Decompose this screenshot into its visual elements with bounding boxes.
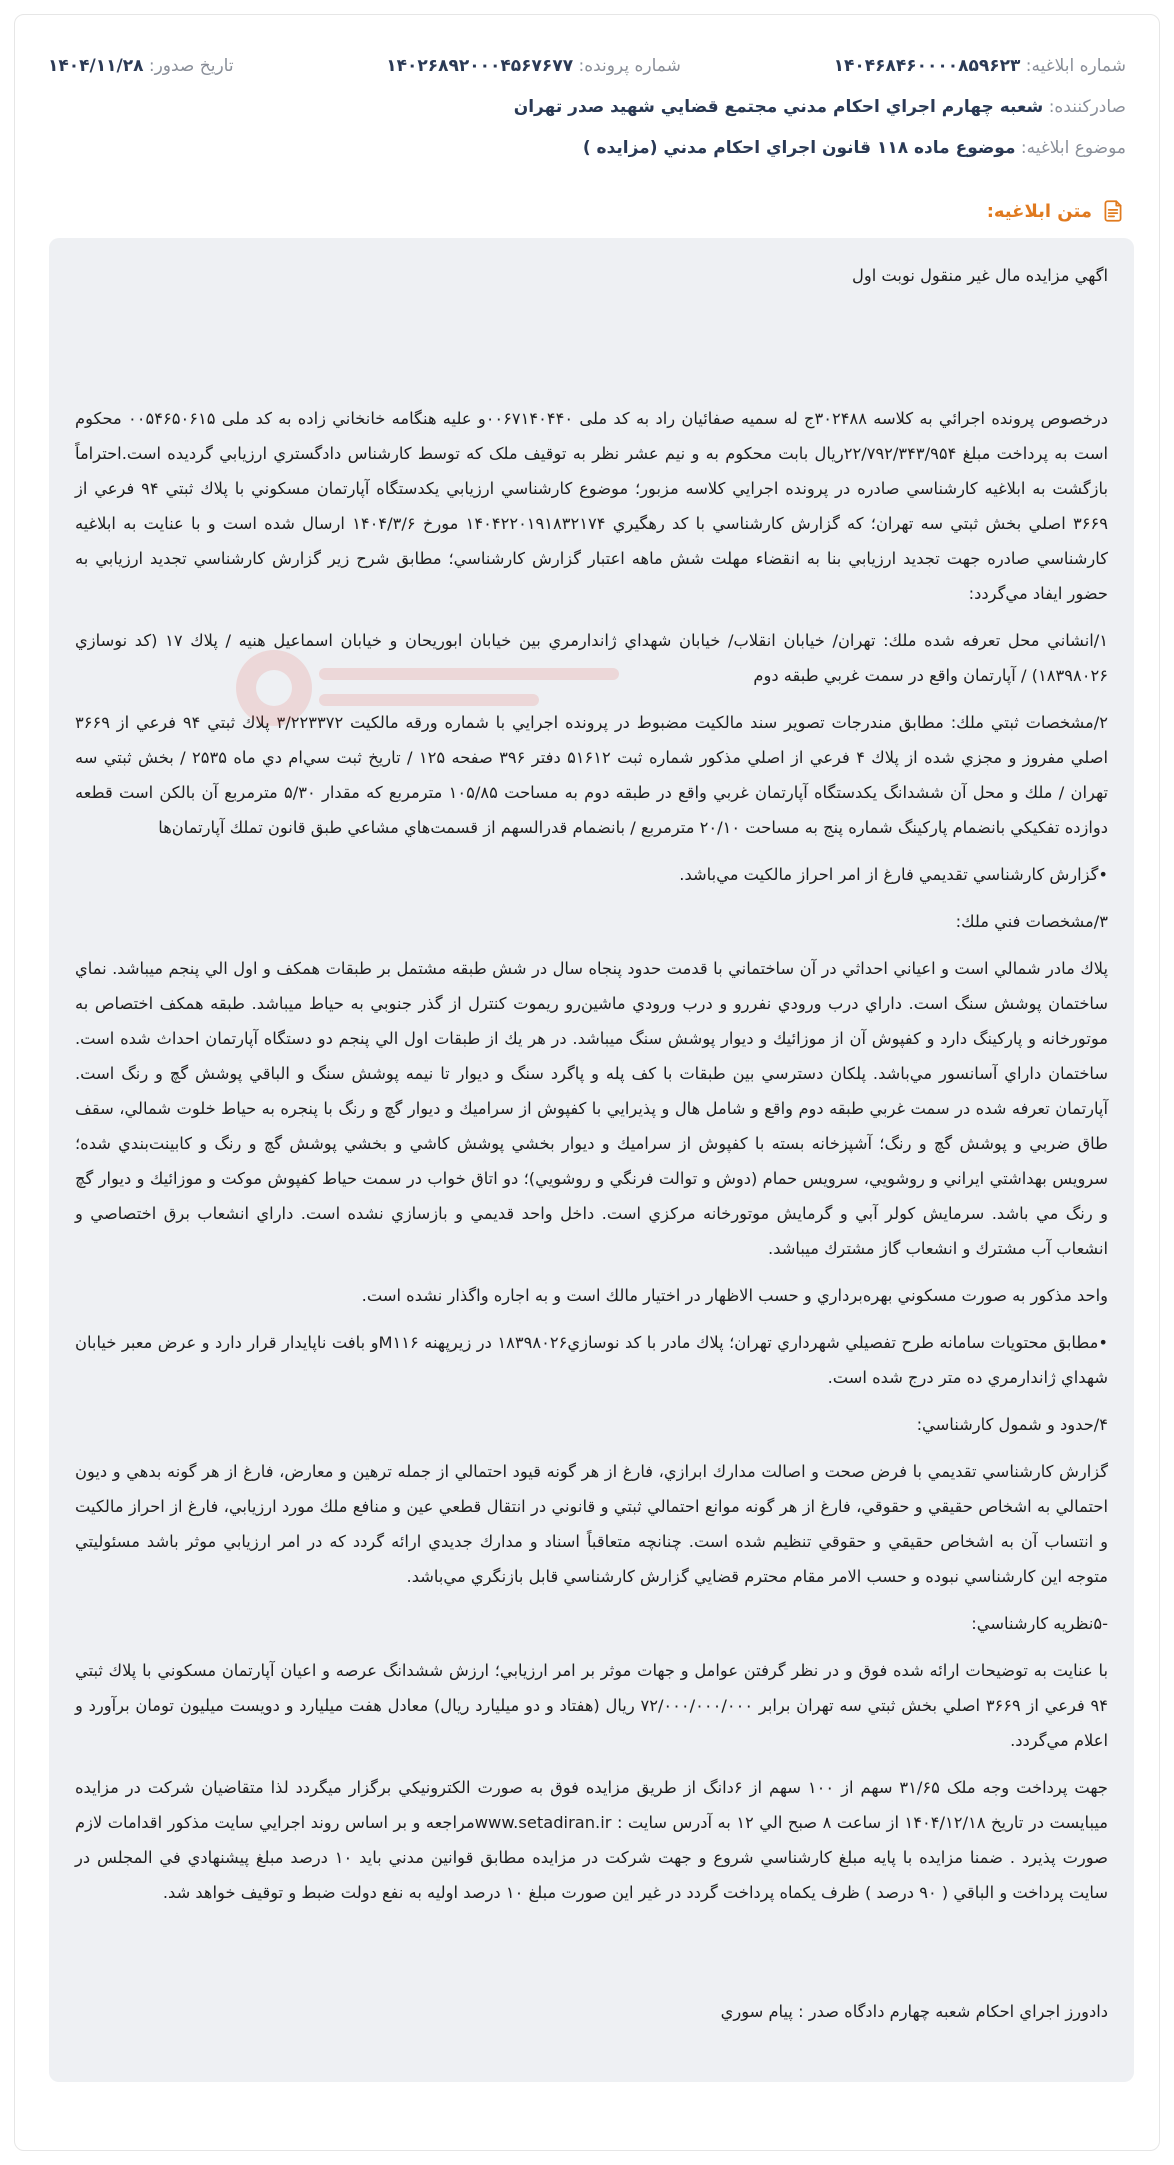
paragraph-scope: گزارش كارشناسي تقديمي با فرض صحت و اصالت مدارك ابرازي، فارغ از هر گونه قيود احتمالي از جمله ترهين و معارض، فارغ از هر گونه بدهي و ديون احتمالي به اشخاص حقيقي و حقوقي، فارغ از هر گونه موانع احتمالي ثبتي و قانوني در انتقال قطعي عين و منافع ملك مورد ارزيابي، فارغ از احراز مالكيت و انتساب آن به اشخاص حقيقي و حقوقي تنظيم شده است. چنانچه متعاقباً اسناد و مدارك جديدي ارائه گردد كه در امر ارزيابي موثر باشد مسئوليتي متوجه اين كارشناسي نبوده و حسب الامر مقام محترم قضايي گزارش كارشناسي قابل بازنگري مي‌باشد. xyxy=(75,1462,1108,1586)
document-text-icon xyxy=(1100,198,1126,224)
issuer-label: صادرکننده: xyxy=(1048,97,1126,117)
notice-body xyxy=(49,238,1134,2082)
case-number-label: شماره پرونده: xyxy=(578,56,681,76)
issue-date xyxy=(48,56,234,76)
issuer-row xyxy=(48,97,1126,117)
heading-technical-specs: ۳/مشخصات فني ملك: xyxy=(955,912,1108,931)
paragraph-registration-details: ۲/مشخصات ثبتي ملك: مطابق مندرجات تصوير سند مالكيت مضبوط در پرونده اجرايي با شماره ورقه مالكيت ۳/۲۲۳۳۷۲ پلاك ثبتي ۹۴ فرعي از ۳۶۶۹ اصلي مفروز و مجزي شده از پلاك ۴ فرعي از اصلي مذكور شماره ثبت ۵۱۶۱۲ دفتر ۳۹۶ صفحه ۱۲۵ / تاريخ ثبت سي‌ام دي ماه ۲۵۳۵ / بخش ثبتي سه تهران / ملك و محل آن ششدانگ يكدستگاه آپارتمان غربي واقع در طبقه دوم به مساحت ۱۰۵/۸۵ مترمربع كه مقدار ۵/۳۰ مترمربع آن بالكن است قطعه دوازده تفكيكي بانضمام پاركينگ شماره پنج به مساحت ۲۰/۱۰ مترمربع / بانضمام قدرالسهم از قسمت‌هاي مشاعي طبق قانون تملك آپارتمان‌ها xyxy=(75,713,1109,837)
subject-label: موضوع ابلاغيه: xyxy=(1020,138,1126,158)
case-number-value: ۱۴۰۲۶۸۹۲۰۰۰۴۵۶۷۶۷۷ xyxy=(386,56,574,76)
paragraph-zoning: •مطابق محتويات سامانه طرح تفصيلي شهرداري تهران؛ پلاك مادر با كد نوسازي۱۸۳۹۸۰۲۶ در زيرپهنه M۱۱۶و بافت ناپايدار قرار دارد و عرض معبر خيابان شهداي ژاندارمري ده متر درج شده است. xyxy=(75,1333,1108,1387)
notice-text-title: متن ابلاغيه: xyxy=(986,200,1092,222)
notice-number-label: شماره ابلاغيه: xyxy=(1025,56,1126,76)
issuer-value: شعبه چهارم اجراي احكام مدني مجتمع قضايي شهيد صدر تهران xyxy=(513,97,1044,117)
notice-number xyxy=(834,56,1126,76)
paragraph-ownership-note: •گزارش كارشناسي تقديمي فارغ از امر احراز مالكيت مي‌باشد. xyxy=(679,865,1108,884)
notice-text-heading xyxy=(987,198,1126,224)
paragraph-case-intro: درخصوص پرونده اجرائي به كلاسه ۳۰۲۴۸۸ج له سميه صفائيان راد به كد ملی ۰۰۶۷۱۴۰۴۴۰و عليه هنگامه خانخاني زاده به کد ملی ۰۰۵۴۶۵۰۶۱۵ محكوم است به پرداخت مبلغ ۲۲/۷۹۲/۳۴۳/۹۵۴ريال بابت محکوم به و نيم عشر نظر به توقيف ملک که توسط کارشناس دادگستري ارزيابي گرديده است.احتراماً بازگشت به ابلاغيه كارشناسي صادره در پرونده اجرايي كلاسه مزبور؛ موضوع كارشناسي ارزيابي يكدستگاه آپارتمان مسكوني با پلاك ثبتي ۹۴ فرعي از ۳۶۶۹ اصلي بخش ثبتي سه تهران؛ كه گزارش كارشناسي با كد رهگيري ۱۴۰۴۲۲۰۱۹۱۸۳۲۱۷۴ مورخ ۱۴۰۴/۳/۶ ارسال شده است و با عنايت به ابلاغيه كارشناسي صادره جهت تجديد ارزيابي بنا به انقضاء مهلت شش ماهه اعتبار گزارش كارشناسي؛ مطابق شرح زير گزارش كارشناسي تجديد ارزيابي به حضور ايفاد مي‌گردد: xyxy=(75,409,1109,603)
notice-number-value: ۱۴۰۴۶۸۴۶۰۰۰۰۸۵۹۶۲۳ xyxy=(833,56,1021,76)
paragraph-expert-opinion: با عنايت به توضيحات ارائه شده فوق و در نظر گرفتن عوامل و جهات موثر بر امر ارزيابي؛ ارزش ششدانگ عرصه و اعيان آپارتمان مسكوني با پلاك ثبتي ۹۴ فرعي از ۳۶۶۹ اصلي بخش ثبتي سه تهران برابر ۷۲/۰۰۰/۰۰۰/۰۰۰ ريال (هفتاد و دو ميليارد ريال) معادل هفت ميليارد و دويست ميليون تومان برآورد و اعلام مي‌گردد. xyxy=(75,1661,1108,1750)
subject-value: موضوع ماده ۱۱۸ قانون اجراي احکام مدني (مزايده ) xyxy=(582,138,1016,158)
heading-scope: ۴/حدود و شمول كارشناسي: xyxy=(916,1415,1108,1434)
paragraph-property-address: ۱/انشاني محل تعرفه شده ملك: تهران/ خيابان انقلاب/ خيابان شهداي ژاندارمري بين خيابان ابوريحان و خيابان اسماعيل هنيه / پلاك ۱۷ (كد نوسازي ۱۸۳۹۸۰۲۶) / آپارتمان واقع در سمت غربي طبقه دوم xyxy=(75,631,1108,685)
signature-line: دادورز اجراي احکام شعبه چهارم دادگاه صدر : پيام سوري xyxy=(720,2002,1108,2021)
heading-expert-opinion: -۵نظريه كارشناسي: xyxy=(971,1614,1108,1633)
paragraph-usage: واحد مذكور به صورت مسكوني بهره‌برداري و حسب الاظهار در اختيار مالك است و به اجاره واگذار نشده است. xyxy=(361,1286,1108,1305)
issue-date-label: تاريخ صدور: xyxy=(148,56,234,76)
header-row-identifiers xyxy=(48,56,1126,76)
paragraph-auction-terms: جهت پرداخت وجه ملک ۳۱/۶۵ سهم از ۱۰۰ سهم از ۶دانگ از طريق مزايده فوق به صورت الکترونيکي برگزار ميگردد لذا متقاضيان شرکت در مزايده ميبايست در تاريخ ۱۴۰۴/۱۲/۱۸ از ساعت ۸ صبح الي ۱۲ به آدرس سايت : www.setadiran.irمراجعه و بر اساس روند اجرايي سايت مذکور اقدامات لازم صورت پذيرد . ضمنا مزايده با پايه مبلغ کارشناسي شروع و جهت شرکت در مزايده مطابق قوانين مدني بايد ۱۰ درصد مبلغ پيشنهادي في المجلس در سايت پرداخت و الباقي ( ۹۰ درصد ) ظرف يکماه پرداخت گردد در غير اين صورت مبلغ ۱۰ درصد اوليه به نفع دولت ضبط و توقيف خواهد شد. xyxy=(75,1778,1109,1902)
issue-date-value: ۱۴۰۴/۱۱/۲۸ xyxy=(48,56,144,76)
subject-row xyxy=(48,138,1126,158)
case-number xyxy=(386,56,681,76)
notice-title: اگهي مزايده مال غير منقول نوبت اول xyxy=(852,266,1108,285)
paragraph-technical-specs: پلاك مادر شمالي است و اعياني احداثي در آن ساختماني با قدمت حدود پنجاه سال در شش طبقه مشتمل بر طبقات همكف و اول الي پنجم ميباشد. نماي ساختمان پوشش سنگ است. داراي درب ورودي نفررو و درب ورودي ماشين‌رو ريموت كنترل از گذر جنوبي به حياط ميباشد. طبقه همكف اختصاص به موتورخانه و پاركينگ دارد و كفپوش آن از موزائيك و ديوار پوشش سنگ ميباشد. در هر يك از طبقات اول الي پنجم دو دستگاه آپارتمان احداث شده است. ساختمان داراي آسانسور مي‌باشد. پلكان دسترسي بين طبقات با كف پله و پاگرد سنگ و ديوار تا نيمه پوشش سنگ و الباقي پوشش گچ و رنگ است. آپارتمان تعرفه شده در سمت غربي طبقه دوم واقع و شامل هال و پذيرايي با كفپوش از سراميك و ديوار گچ و رنگ با پنجره به حياط خلوت شمالي، سقف طاق ضربي و پوشش گچ و رنگ؛ آشپزخانه بسته با كفپوش از سراميك و ديوار بخشي پوشش كاشي و بخشي پوشش گچ و رنگ و كابينت‌بندي شده؛ سرويس بهداشتي ايراني و روشويي، سرويس حمام (دوش و توالت فرنگي و روشويي)؛ دو اتاق خواب در سمت حياط كفپوش موكت و موزائيك و ديوار گچ و رنگ مي باشد. سرمايش كولر آبي و گرمايش موتورخانه مركزي است. داخل واحد قديمي و بازسازي نشده است. داراي انشعاب برق اختصاصي و انشعاب آب مشترك و انشعاب گاز مشترك ميباشد. xyxy=(75,959,1108,1258)
